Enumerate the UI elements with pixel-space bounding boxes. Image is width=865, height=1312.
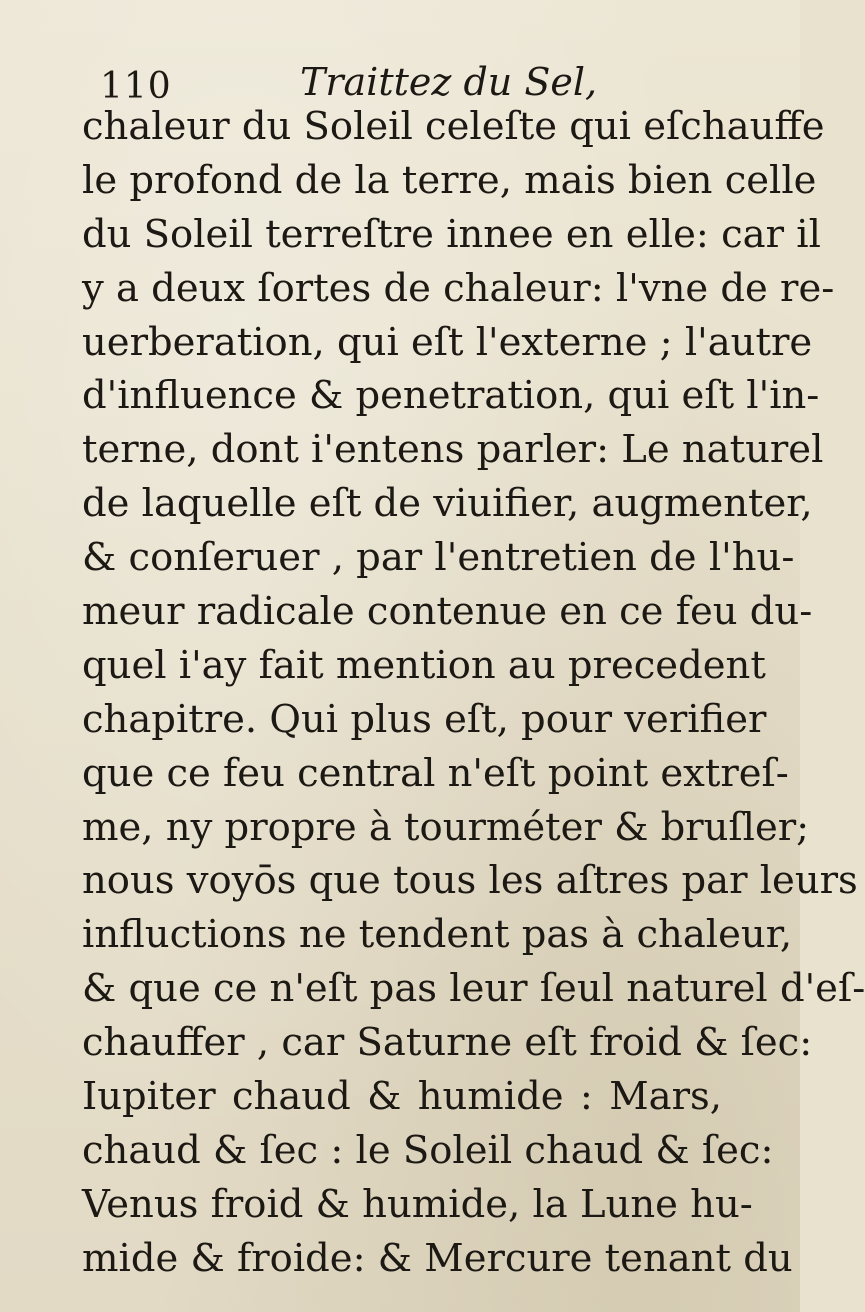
text-line: nous voyōs que tous les aſtres par leurs xyxy=(82,858,858,904)
text-line: me, ny propre à tourméter & bruſler; xyxy=(82,804,810,850)
text-line: chaud & ſec : le Soleil chaud & ſec: xyxy=(82,1127,774,1173)
text-line: chaleur du Soleil celeſte qui eſchauffe xyxy=(82,104,825,149)
text-line: du Soleil terreſtre innee en elle: car il xyxy=(82,211,821,257)
text-line: mide & froide: & Mercure tenant du xyxy=(82,1235,793,1281)
text-line: de laquelle eſt de viuifier, augmenter, xyxy=(82,481,813,527)
page-number: 110 xyxy=(100,66,172,107)
text-line: & conſeruer , par l'entretien de l'hu- xyxy=(82,535,795,581)
text-line: le profond de la terre, mais bien celle xyxy=(82,157,817,203)
text-line: que ce feu central n'eſt point extreſ- xyxy=(82,750,789,796)
text-line: Venus froid & humide, la Lune hu- xyxy=(82,1181,753,1227)
text-line: d'influence & penetration, qui eſt l'in- xyxy=(82,373,820,419)
text-line: & que ce n'eſt pas leur ſeul naturel d'eſ- xyxy=(82,966,865,1012)
text-line: uerberation, qui eſt l'externe ; l'autre xyxy=(82,319,813,365)
text-line: y a deux ſortes de chaleur: l'vne de re- xyxy=(82,265,835,311)
text-line: chauffer , car Saturne eſt froid & ſec: xyxy=(82,1020,813,1066)
text-line: chapitre. Qui plus eſt, pour verifier xyxy=(82,696,767,742)
body-text xyxy=(82,100,865,1286)
text-line: terne, dont i'entens parler: Le naturel xyxy=(82,427,824,473)
text-line: meur radicale contenue en ce feu du- xyxy=(82,589,813,635)
running-title: Traittez du Sel, xyxy=(300,60,598,104)
text-line: influctions ne tendent pas à chaleur, xyxy=(82,912,793,958)
text-line: quel i'ay fait mention au precedent xyxy=(82,642,766,688)
text-line: Iupiter chaud & humide : Mars, xyxy=(82,1074,722,1120)
